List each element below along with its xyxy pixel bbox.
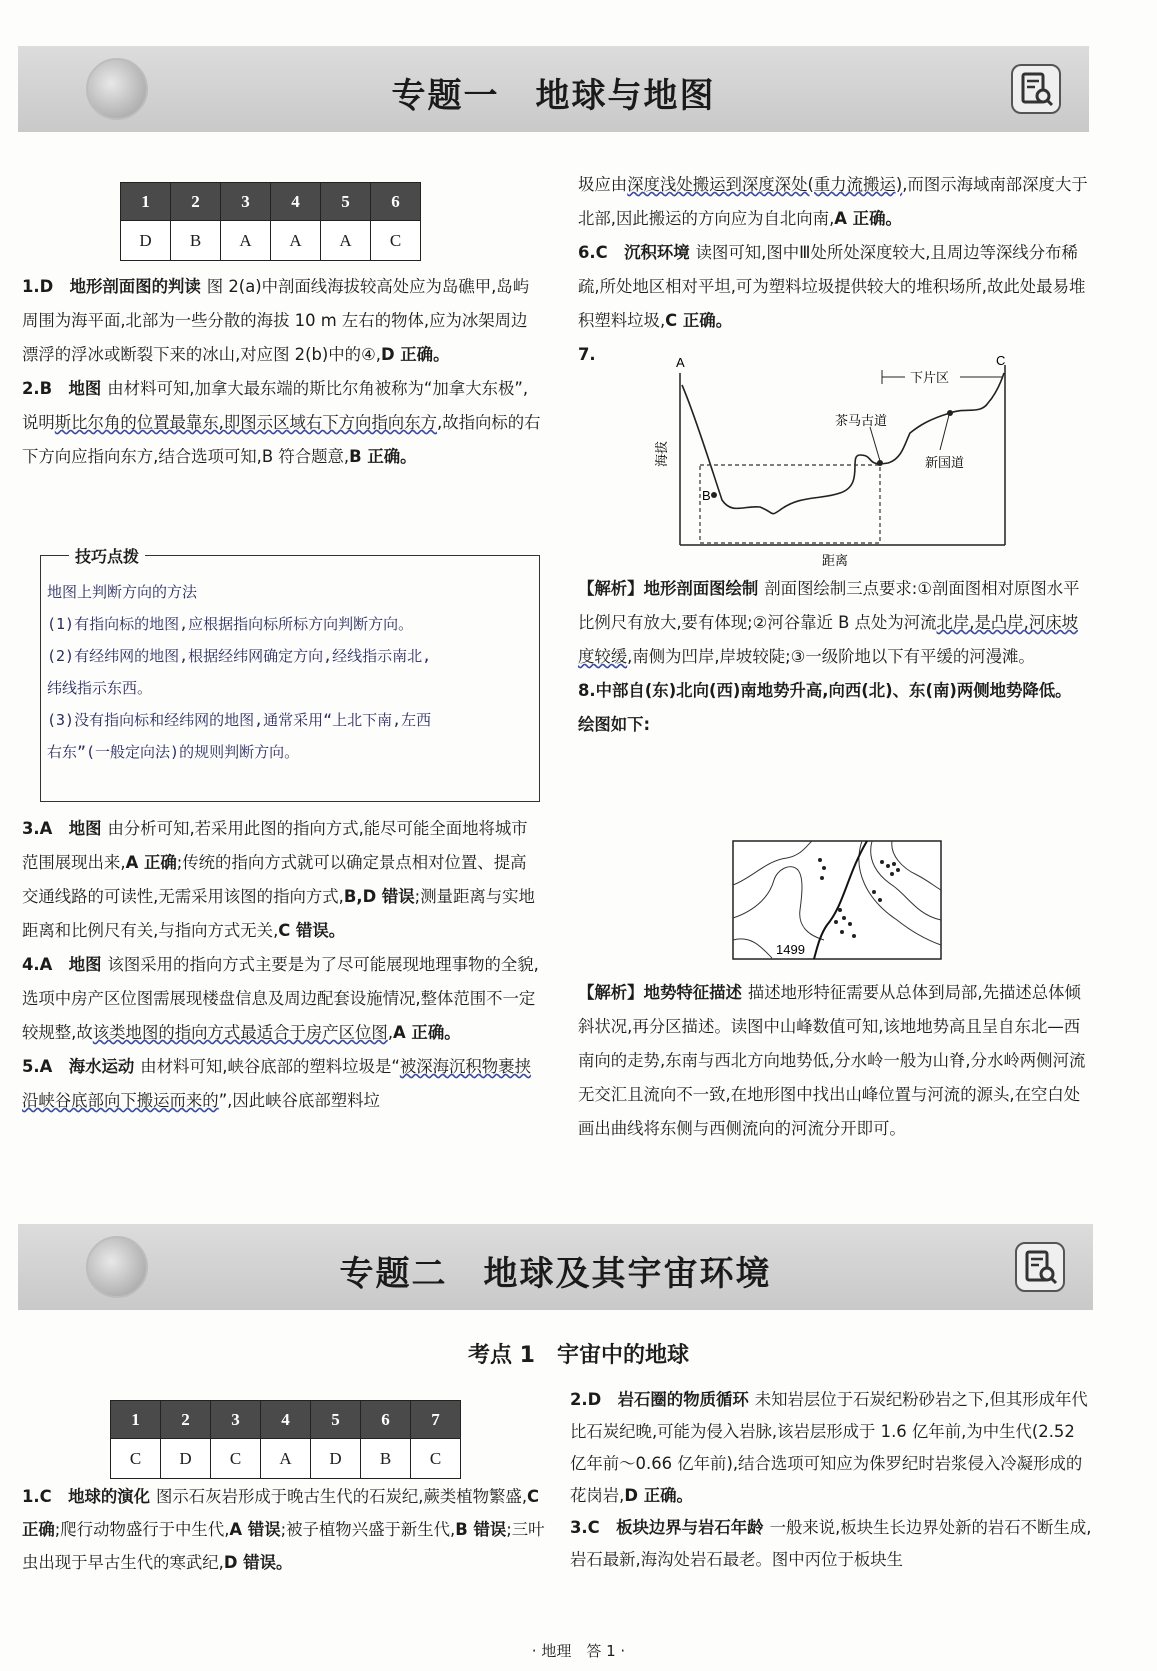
table-header: 7 (411, 1401, 461, 1439)
spot-dot (818, 858, 822, 862)
q7-analysis: 【解析】地形剖面图绘制 剖面图绘制三点要求:①剖面图相对原图水平比例尺有放大,要有体现;②河谷靠近 B 点处为河流北岸,是凸岸,河床坡度较缓,南侧为凹岸,岸坡较陡;③一级阶地以下有平缓的河漫滩。 (578, 579, 1080, 666)
topic1-banner (18, 46, 1089, 132)
new-road-label: 新国道 (925, 455, 965, 470)
spot-dot (886, 864, 890, 868)
table-cell: C (411, 1439, 461, 1479)
kaodian-title: 考点 1 宇宙中的地球 (468, 1343, 689, 1368)
spot-dot (896, 868, 900, 872)
table-cell: D (311, 1439, 361, 1479)
q8-analysis-block (578, 976, 1094, 1146)
q8-contour-map (732, 840, 942, 960)
table-header: 4 (261, 1401, 311, 1439)
q8-draw-label: 绘图如下: (578, 715, 651, 734)
table-header: 5 (311, 1401, 361, 1439)
page-footer: · 地理 答 1 · (531, 1642, 626, 1660)
q5-continued: 圾应由深度浅处搬运到深度深处(重力流搬运),而图示海域南部深度大于北部,因此搬运的方向应为自北向南,A 正确。 (578, 175, 1088, 228)
q6-answer: 6.C 沉积环境 读图可知,图中Ⅲ处所处深度较大,且周边等深线分布稀疏,所处地区相对平坦,可为塑料垃圾提供较大的堆积场所,故此处最易堆积塑料垃圾,C 正确。 (578, 243, 1086, 330)
t2-q3-answer: 3.C 板块边界与岩石年龄 一般来说,板块生长边界处新的岩石不断生成,岩石最新,海沟处岩石最老。图中丙位于板块生 (570, 1518, 1092, 1569)
spot-dot (878, 898, 882, 902)
spot-dot (822, 866, 826, 870)
topic1-title: 专题一 地球与地图 (391, 76, 716, 116)
table-header: 5 (321, 183, 371, 221)
tip-box (40, 547, 540, 802)
table-cell: D (161, 1439, 211, 1479)
tip-line: (3)没有指向标和经纬网的地图,通常采用“上北下南,左西 (47, 711, 432, 729)
document-search-icon (1015, 1242, 1065, 1292)
point-a-label: A (676, 355, 685, 370)
table-cell: B (361, 1439, 411, 1479)
table-cell: B (171, 221, 221, 261)
table-cell: C (111, 1439, 161, 1479)
table-header: 1 (121, 183, 171, 221)
contour-label: 1499 (776, 942, 805, 957)
tea-road-leader (870, 427, 880, 461)
table-header: 3 (221, 183, 271, 221)
q8-answer: 8.中部自(东)北向(西)南地势升高,向西(北)、东(南)两侧地势降低。 (578, 681, 1072, 700)
table-cell: A (261, 1439, 311, 1479)
table-cell: A (321, 221, 371, 261)
topic2-answer-table (110, 1400, 461, 1479)
lower-area-label: 下片区 (910, 370, 950, 385)
spot-dot (834, 920, 838, 924)
q4-answer: 4.A 地图 该图采用的指向方式主要是为了尽可能展现地理事物的全貌,选项中房产区位图需展现楼盘信息及周边配套设施情况,整体范围不一定较规整,故该类地图的指向方式最适合于房产区位图,A 正确。 (22, 955, 539, 1042)
table-header: 1 (111, 1401, 161, 1439)
tip-line: 地图上判断方向的方法 (47, 583, 198, 601)
spot-dot (842, 916, 846, 920)
topic1-left-column-lower (22, 812, 542, 1118)
q8-analysis: 【解析】地势特征描述 描述地形特征需要从总体到局部,先描述总体倾斜状况,再分区描述。读图中山峰数值可知,该地地势高且呈自东北—西南向的走势,东南与西北方向地势低,分水岭一般为山脊,分水岭两侧河流无交汇且流向不一致,在地形图中找出山峰位置与河流的源头,在空白处画出曲线将东侧与西侧流向的河流分开即可。 (578, 983, 1086, 1138)
x-axis-label: 距离 (822, 553, 849, 568)
spot-dot (872, 890, 876, 894)
point-c-label: C (996, 355, 1006, 368)
t2-q2-answer: 2.D 岩石圈的物质循环 未知岩层位于石炭纪粉砂岩之下,但其形成年代比石炭纪晚,可能为侵入岩脉,该岩层形成于 1.6 亿年前,为中生代(2.52 亿年前～0.66 亿年前),结合选项可知应为侏罗纪时岩浆侵入冷凝形成的花岗岩,D 正确。 (570, 1390, 1088, 1505)
topic1-right-column (578, 168, 1094, 372)
map-frame (733, 841, 941, 959)
table-cell: D (121, 221, 171, 261)
table-cell: A (221, 221, 271, 261)
spot-dot (880, 860, 884, 864)
tip-heading: 技巧点拨 (69, 544, 145, 567)
q5-answer: 5.A 海水运动 由材料可知,峡谷底部的塑料垃圾是“被深海沉积物裹挟沿峡谷底部向下搬运而来的”,因此峡谷底部塑料垃 (22, 1057, 531, 1110)
topic2-left-column (22, 1480, 550, 1579)
tea-road-label: 茶马古道 (835, 413, 888, 428)
tip-line: (2)有经纬网的地图,根据经纬网确定方向,经线指示南北, (47, 647, 432, 665)
table-cell: A (271, 221, 321, 261)
topic1-right-column-lower (578, 572, 1094, 742)
tip-line: (1)有指向标的地图,应根据指向标所标方向判断方向。 (47, 615, 414, 633)
point-b-label: B (702, 488, 711, 503)
spot-dot (820, 876, 824, 880)
table-header: 2 (171, 183, 221, 221)
spot-dot (840, 930, 844, 934)
q7-number: 7. (578, 345, 596, 364)
topic1-left-column (22, 270, 542, 474)
table-header: 2 (161, 1401, 211, 1439)
tip-line: 纬线指示东西。 (47, 679, 153, 697)
table-header: 6 (371, 183, 421, 221)
tip-line: 右东”(一般定向法)的规则判断方向。 (47, 743, 300, 761)
q7-profile-diagram (650, 355, 1020, 570)
tip-body (41, 556, 539, 768)
q3-answer: 3.A 地图 由分析可知,若采用此图的指向方式,能尽可能全面地将城市范围展现出来,A 正确;传统的指向方式就可以确定景点相对位置、提高交通线路的可读性,无需采用该图的指向方式,B,D 错误;测量距离与实地距离和比例尺有关,与指向方式无关,C 错误。 (22, 819, 535, 940)
topic1-answer-table (120, 182, 421, 261)
q1-answer: 1.D 地形剖面图的判读 图 2(a)中剖面线海拔较高处应为岛礁甲,岛屿周围为海平面,北部为一些分散的海拔 10 m 左右的物体,应为冰架周边漂浮的浮冰或断裂下来的冰山,对应图 2(b)中的④,D 正确。 (22, 277, 530, 364)
table-cell: C (211, 1439, 261, 1479)
spot-dot (890, 872, 894, 876)
spot-dot (852, 934, 856, 938)
table-cell: C (371, 221, 421, 261)
spot-dot (892, 862, 896, 866)
table-header: 4 (271, 183, 321, 221)
t2-q1-answer: 1.C 地球的演化 图示石灰岩形成于晚古生代的石炭纪,蕨类植物繁盛,C 正确;爬行动物盛行于中生代,A 错误;被子植物兴盛于新生代,B 错误;三叶虫出现于早古生代的寒武纪,D 错误。 (22, 1487, 545, 1572)
profile-line (682, 373, 1004, 514)
table-header: 6 (361, 1401, 411, 1439)
topic2-banner (18, 1224, 1093, 1310)
table-header: 3 (211, 1401, 261, 1439)
topic2-right-column (570, 1384, 1095, 1576)
document-search-icon (1011, 64, 1061, 114)
y-axis-label: 海拔 (654, 440, 669, 467)
spot-dot (838, 908, 842, 912)
point-b (711, 492, 717, 498)
new-road-leader (940, 415, 949, 450)
q2-answer: 2.B 地图 由材料可知,加拿大最东端的斯比尔角被称为“加拿大东极”,说明斯比尔角的位置最靠东,即图示区域右下方向指向东方,故指向标的右下方向应指向东方,结合选项可知,B 符合题意,B 正确。 (22, 379, 541, 466)
new-road-point (947, 410, 953, 416)
spot-dot (848, 922, 852, 926)
topic2-title: 专题二 地球及其宇宙环境 (339, 1254, 772, 1294)
